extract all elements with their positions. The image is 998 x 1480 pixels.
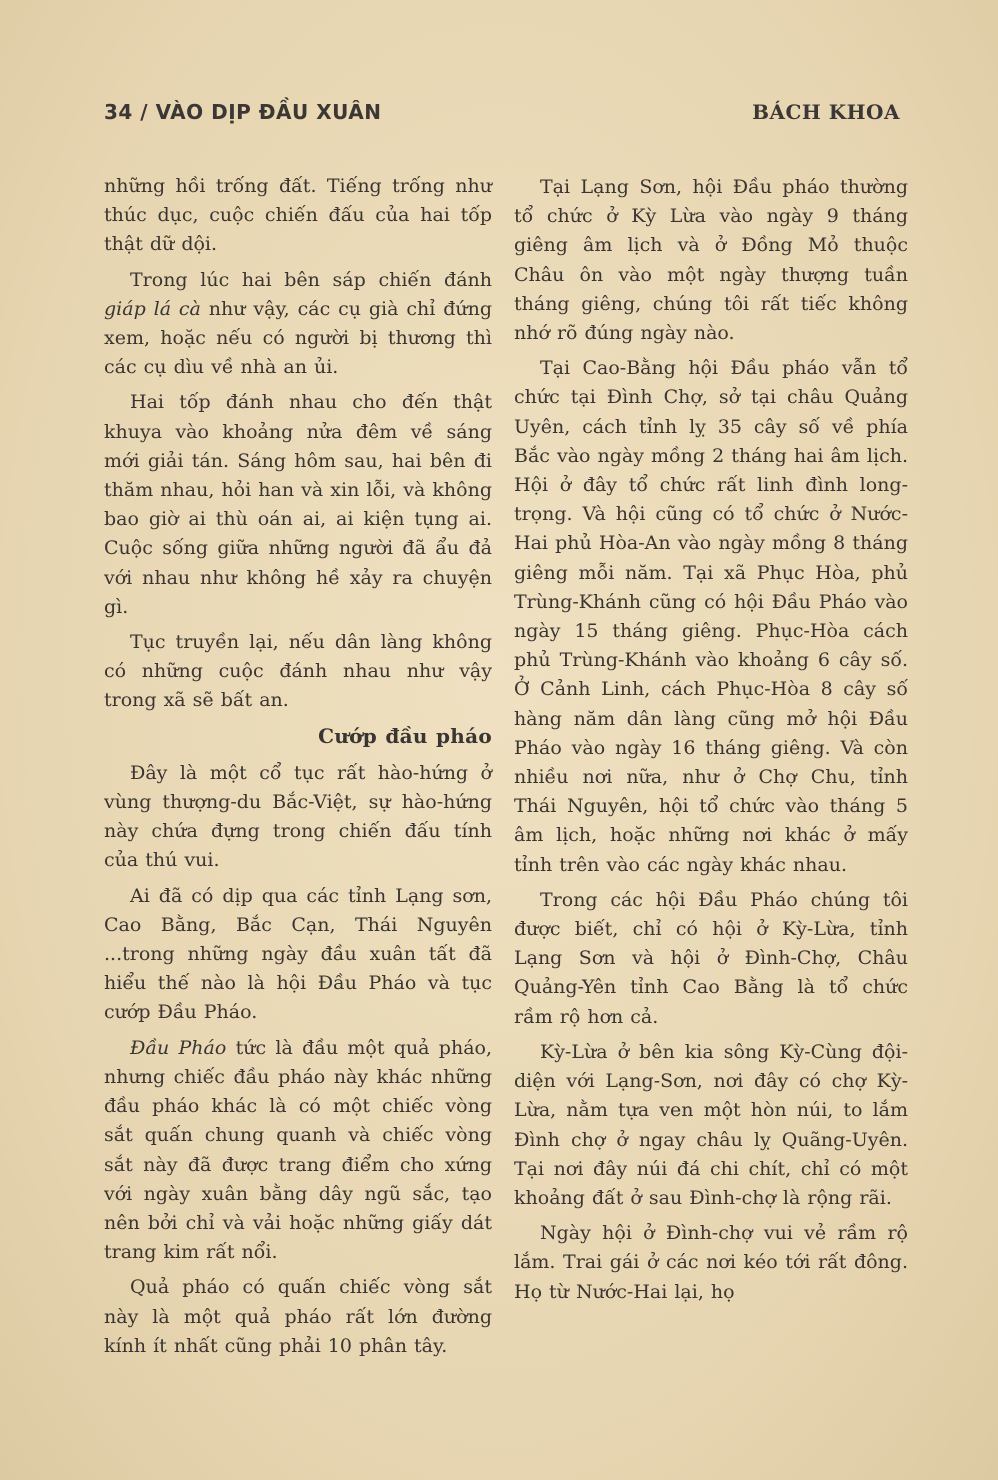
page-header [104,100,900,134]
text-run: như vậy, các cụ già chỉ đứng xem, hoặc nếu có người bị thương thì các cụ dìu về nhà an ủi. [104,297,492,379]
paragraph: Hai tốp đánh nhau cho đến thật khuya vào khoảng nửa đêm về sáng mới giải tán. Sáng hôm sau, hai bên đi thăm nhau, hỏi han và xin lỗi, và không bao giờ ai thù oán ai, ai kiện tụng ai. Cuộc sống giữa những người đã ẩu đả với nhau như không hề xảy ra chuyện gì. [104,391,492,618]
paragraph [104,1034,492,1268]
paragraph: Ngày hội ở Đình-chợ vui vẻ rầm rộ lắm. Trai gái ở các nơi kéo tới rất đông. Họ từ Nước-Hai lại, họ [514,1222,908,1303]
paragraph: Tại Lạng Sơn, hội Đầu pháo thường tổ chức ở Kỳ Lừa vào ngày 9 tháng giêng âm lịch và ở Đồng Mỏ thuộc Châu ôn vào một ngày thượng tuần tháng giêng, chúng tôi rất tiếc không nhớ rõ đúng ngày nào. [514,176,908,345]
paragraph: Trong các hội Đầu Pháo chúng tôi được biết, chỉ có hội ở Kỳ-Lừa, tỉnh Lạng Sơn và hội ở Đình-Chợ, Châu Quảng-Yên tỉnh Cao Bằng là tổ chức rầm rộ hơn cả. [514,888,908,1028]
paragraph: những hồi trống đất. Tiếng trống như thúc dục, cuộc chiến đấu của hai tốp thật dữ dội. [104,175,492,256]
section-subheading: Cướp đầu pháo [318,723,492,748]
paragraph: Ai đã có dịp qua các tỉnh Lạng sơn, Cao Bằng, Bắc Cạn, Thái Nguyên ...trong những ngày đầu xuân tất đã hiểu thế nào là hội Đầu Pháo và tục cướp Đầu Pháo. [104,884,492,1024]
magazine-title: BÁCH KHOA [752,100,900,124]
text-run: tức là đầu một quả pháo, nhưng chiếc đầu pháo này khác những đầu pháo khác là có một chiếc vòng sắt quấn chung quanh và chiếc vòng sắt này đã được trang điểm cho xứng với ngày xuân bằng dây ngũ sắc, tạo nên bởi chỉ và vải hoặc những giấy dát trang kim rất nổi. [104,1036,493,1264]
paragraph: Tại Cao-Bằng hội Đầu pháo vẫn tổ chức tại Đình Chợ, sở tại châu Quảng Uyên, cách tỉnh lỵ 35 cây số về phía Bắc vào ngày mồng 2 tháng hai âm lịch. Hội ở đây tổ chức rất linh đình long-trọng. Và hội cũng có tổ chức ở Nước-Hai phủ Hòa-An vào ngày mồng 8 tháng giêng mỗi năm. Tại xã Phục Hòa, phủ Trùng-Khánh cũng có hội Đầu Pháo vào ngày 15 tháng giêng. Phục-Hòa cách phủ Trùng-Khánh vào khoảng 6 cây số. Ở Cảnh Linh, cách Phục-Hòa 8 cây số hàng năm dân làng cũng mở hội Đầu Pháo vào ngày 16 tháng giêng. Và còn nhiều nơi nữa, như ở Chợ Chu, tỉnh Thái Nguyên, hội tổ chức vào tháng 5 âm lịch, hoặc những nơi khác ở mấy tỉnh trên vào các ngày khác nhau. [514,357,908,876]
paragraph [104,266,492,383]
running-header-left: 34 / VÀO DỊP ĐẦU XUÂN [104,100,382,124]
paragraph: Tục truyền lại, nếu dân làng không có những cuộc đánh nhau như vậy trong xã sẽ bất an. [104,631,492,712]
right-column [514,173,908,1313]
paragraph: Kỳ-Lừa ở bên kia sông Kỳ-Cùng đội-diện với Lạng-Sơn, nơi đây có chợ Kỳ-Lừa, nằm tựa ven một hòn núi, to lắm Đình chợ ở ngay châu lỵ Quãng-Uyên. Tại nơi đây núi đá chi chít, chỉ có một khoảng đất ở sau Đình-chợ là rộng rãi. [514,1040,908,1209]
paragraph: Quả pháo có quấn chiếc vòng sắt này là một quả pháo rất lớn đường kính ít nhất cũng phải 10 phân tây. [104,1276,492,1357]
paragraph: Đây là một cổ tục rất hào-hứng ở vùng thượng-du Bắc-Việt, sự hào-hứng này chứa đựng trong chiến đấu tính của thú vui. [104,761,492,872]
italic-phrase: giáp lá cà [104,297,201,320]
left-column [104,172,492,1367]
text-run: Trong lúc hai bên sáp chiến đánh [130,268,492,291]
italic-phrase: Đầu Pháo [130,1036,227,1059]
